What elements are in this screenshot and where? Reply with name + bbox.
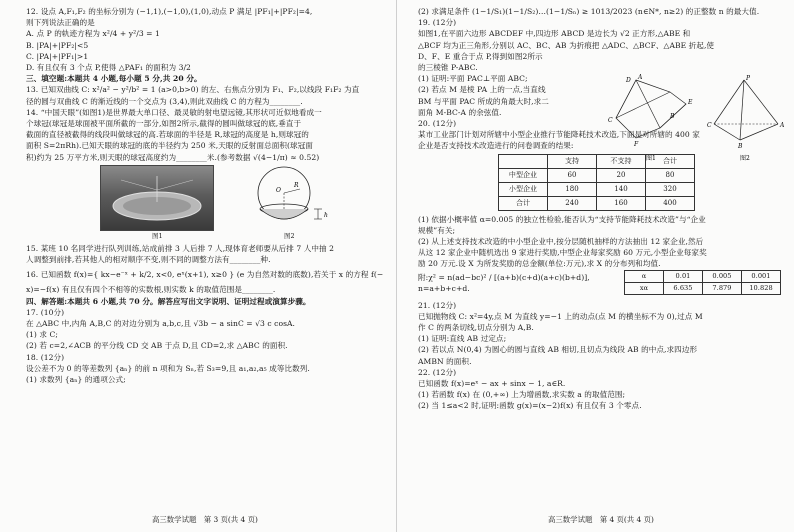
fig2-point-a: A <box>780 122 785 129</box>
q17-header: 17. (10分) <box>26 307 65 317</box>
critical-value-table <box>624 270 781 295</box>
q19-part-2-line-2: BM 与平面 PAC 所成的角最大时,求二 <box>418 96 549 106</box>
fig1-point-f: F <box>634 141 639 148</box>
q20-part-2-line-3: 励 20 万元.设 X 为所发奖励的总金额(单位:万元),求 X 的分布列和均值. <box>418 259 661 269</box>
fig1-point-e: E <box>688 99 693 106</box>
table-cell: 10.828 <box>742 282 781 294</box>
q15-line-2: 人调整到前排,若其他人的相对顺序不变,则不同的调整方法有________种. <box>26 255 271 265</box>
q19-line-1: 如图1,在平面六边形 ABCDEF 中,四边形 ABCD 是边长为 √2 正方形,△ABE 和 <box>418 29 691 39</box>
svg-text:h: h <box>324 211 328 219</box>
table-cell: 合计 <box>499 196 548 210</box>
fig2-point-p: P <box>746 75 751 82</box>
q22-part-2: (2) 当 1≤a<2 时,证明:函数 g(x)=(x−2)f(x) 有且仅有 3 个零点. <box>418 401 642 411</box>
table-cell: 80 <box>646 168 695 182</box>
table-cell: 180 <box>548 182 597 196</box>
q20-part-1-line-2: 规模”有关; <box>418 225 456 235</box>
table-cell: 6.635 <box>664 282 703 294</box>
fig1-point-b: B <box>670 113 675 120</box>
table-cell: 400 <box>646 196 695 210</box>
q18-line-1: 设公差不为 0 的等差数列 {aₙ} 的前 n 项和为 Sₙ,若 S₃=9,且 a₁,a₂,a₅ 成等比数列. <box>26 363 310 373</box>
q15-line-1: 15. 某班 10 名同学进行队列训练,站成前排 3 人后排 7 人,现体育老师要从后排 7 人中抽 2 <box>26 243 335 253</box>
q19-line-3: D、F、E 重合于点 P,得到如图2所示 <box>418 51 543 61</box>
q22-line-1: 已知函数 f(x)=eˣ − ax + sinx − 1, a∈R. <box>418 379 566 389</box>
q21-line-2: 作 C 的两条切线,切点分别为 A,B. <box>418 323 534 333</box>
q19-part-2-line-3: 面角 M-BC-A 的余弦值. <box>418 107 502 117</box>
fig1-point-c: C <box>608 117 613 124</box>
table-cell: 0.01 <box>664 270 703 282</box>
right-page-footer: 高三数学试题 第 4 页(共 4 页) <box>548 515 654 524</box>
svg-text:R: R <box>294 181 299 189</box>
table-cell: α <box>625 270 664 282</box>
q14-figures <box>26 165 388 241</box>
chi-formula-text: 附:χ² = n(ad−bc)² / [(a+b)(c+d)(a+c)(b+d)], <box>418 272 590 282</box>
q19-header: 19. (12分) <box>418 18 457 28</box>
left-page-footer: 高三数学试题 第 3 页(共 4 页) <box>152 515 258 524</box>
q18-part-1: (1) 求数列 {aₙ} 的通项公式; <box>26 375 126 385</box>
q14-line-4: 面积 S=2πRh).已知天眼的球冠的底的半径约为 250 米,天眼的反射面总面积(球冠面 <box>26 141 313 151</box>
table-cell: 0.001 <box>742 270 781 282</box>
q14-line-3: 截面的直径被截得的线段叫做球冠的高.若球面的半径是 R,球冠的高度是 h,则球冠的 <box>26 130 309 140</box>
table-cell: 0.005 <box>703 270 742 282</box>
table-cell: 合计 <box>646 154 695 168</box>
chi-n-text: n=a+b+c+d. <box>418 283 470 293</box>
q16-line-2: x)=−f(x) 有且仅有四个不相等的实数根,则实数 k 的取值范围是________. <box>26 285 276 295</box>
table-cell: 240 <box>548 196 597 210</box>
q12-line-1: 12. 设点 A,F₁,F₂ 的坐标分别为 (−1,1),(−1,0),(1,0),动点 P 满足 |PF₁|+|PF₂|=4, <box>26 7 313 16</box>
q21-header: 21. (12分) <box>418 300 457 310</box>
q21-part-2-line-1: (2) 若以点 N(0,4) 为圆心的圆与直线 AB 相切,且切点为线段 AB 的中点,求四边形 <box>418 345 698 355</box>
chi-square-reference <box>418 270 778 300</box>
spherical-cap-diagram <box>240 165 340 231</box>
table-row <box>625 270 781 282</box>
table-cell: 7.879 <box>703 282 742 294</box>
q14-line-2: 个球冠(球冠是球面被平面所截的一部分,如图2所示,截得的圆叫做球冠的底,垂直于 <box>26 119 302 129</box>
table-cell: xα <box>625 282 664 294</box>
q13-line-1: 13. 已知双曲线 C: x²/a² − y²/b² = 1 (a>0,b>0) 的左、右焦点分别为 F₁、F₂,以线段 F₁F₂ 为直 <box>26 85 360 95</box>
q22-part-1: (1) 若函数 f(x) 在 (0,+∞) 上为增函数,求实数 a 的取值范围; <box>418 390 626 400</box>
tianyan-dish-image <box>101 166 213 230</box>
q19-fig2-caption: 图2 <box>740 155 750 162</box>
table-cell: 支持 <box>548 154 597 168</box>
q19-fig1-caption: 图1 <box>646 155 656 162</box>
fig1-point-d: D <box>626 77 631 84</box>
q21-line-1: 已知抛物线 C: x²=4y,点 M 为直线 y=−1 上的动点(点 M 的横坐标不为 0),过点 M <box>418 311 703 321</box>
q20-line-2: 企业是否支持技术改造进行的问卷调查的结果: <box>418 141 574 151</box>
svg-text:O: O <box>276 186 281 194</box>
q17-line-1: 在 △ABC 中,内角 A,B,C 的对边分别为 a,b,c,且 √3b − a sinC = √3 c cosA. <box>26 319 296 329</box>
table-cell: 中型企业 <box>499 168 548 182</box>
q12-option-b: B. |PA|+|PF₂|<5 <box>26 40 89 50</box>
table-cell: 不支持 <box>597 154 646 168</box>
q19-figures <box>608 72 786 164</box>
table-row <box>499 196 695 210</box>
q14-line-5: 积)约为 25 万平方米,则天眼的球冠高度约为________米.(参考数据 √(4−1/π) ≈ 0.52) <box>26 152 320 162</box>
q21-part-1: (1) 证明:直线 AB 过定点; <box>418 334 507 344</box>
table-cell: 140 <box>597 182 646 196</box>
q19-part-2-line-1: (2) 若点 M 是棱 PA 上的一点,当直线 <box>418 85 546 95</box>
table-row <box>625 282 781 294</box>
table-row <box>499 168 695 182</box>
section-answer-title: 四、解答题:本题共 6 小题,共 70 分。解答应写出文字说明、证明过程或演算步骤。 <box>26 296 311 306</box>
q19-part-1: (1) 证明:平面 PAC⊥平面 ABC; <box>418 74 528 84</box>
q19-line-2: △BCF 均为正三角形,分别以 AC、BC、AB 为折痕把 △ADC、△BCF、△ABE 折起,使 <box>418 40 715 50</box>
table-cell: 320 <box>646 182 695 196</box>
page-divider <box>396 0 397 532</box>
q17-part-1: (1) 求 C; <box>26 330 58 340</box>
table-cell: 20 <box>597 168 646 182</box>
fig1-point-a: A <box>638 74 643 81</box>
q19-line-4: 的三棱锥 P-ABC. <box>418 63 478 73</box>
section-fill-in-title: 三、填空题:本题共 4 小题,每小题 5 分,共 20 分。 <box>26 74 202 84</box>
fig2-caption: 图2 <box>284 231 295 240</box>
fig1-caption: 图1 <box>152 231 163 240</box>
hexagon-and-pyramid-diagrams <box>608 72 786 164</box>
q17-part-2: (2) 若 c=2,∠ACB 的平分线 CD 交 AB 于点 D,且 CD=2,求 △ABC 的面积. <box>26 341 288 351</box>
q20-part-2-line-2: 从这 12 家企业中随机选出 9 家进行奖励,中型企业每家奖励 60 万元,小型企业每家奖 <box>418 248 707 258</box>
q16-line-1: 16. 已知函数 f(x)={ kx−e⁻ˣ + k/2, x<0, eˣ(x+1), x≥0 } (e 为自然对数的底数),若关于 x 的方程 f(− <box>26 270 384 280</box>
q12-line-2: 则下列说法正确的是 <box>26 18 95 28</box>
chi-square-formula <box>418 272 590 294</box>
q14-line-1: 14. “中国天眼”(如图1)是世界最大单口径、最灵敏的射电望远镜,其形状可近似地看成一 <box>26 107 322 117</box>
q12-option-c: C. |PA|+|PF₁|>1 <box>26 51 89 61</box>
tianyan-photo <box>100 165 214 231</box>
table-cell: 160 <box>597 196 646 210</box>
q20-part-1-line-1: (1) 依据小概率值 α=0.005 的独立性检验,能否认为“支持节能降耗技术改造”与“企业 <box>418 214 706 224</box>
q20-part-2-line-1: (2) 从上述支持技术改造的中小型企业中,按分层随机抽样的方法抽出 12 家企业,然后 <box>418 237 704 247</box>
q18-part-2: (2) 求满足条件 (1−1/S₁)(1−1/S₂)…(1−1/Sₙ) ≥ 1013/2023 (n∈N*, n≥2) 的正整数 n 的最大值. <box>418 7 760 16</box>
q20-header: 20. (12分) <box>418 119 457 129</box>
q21-part-2-line-2: AMBN 的面积. <box>418 356 472 366</box>
table-cell: 60 <box>548 168 597 182</box>
q18-header: 18. (12分) <box>26 352 65 362</box>
q22-header: 22. (12分) <box>418 367 457 377</box>
fig2-point-c: C <box>707 122 712 129</box>
q12-option-d: D. 有且仅有 3 个点 P,使得 △PAF₁ 的面积为 3/2 <box>26 63 191 73</box>
table-cell: 小型企业 <box>499 182 548 196</box>
left-page <box>26 6 388 385</box>
table-row <box>499 182 695 196</box>
table-cell <box>499 154 548 168</box>
q20-line-1: 某市工业部门计划对所辖中小型企业推行节能降耗技术改造,下面是对所辖的 400 家 <box>418 130 700 140</box>
q12-option-a: A. 点 P 的轨迹方程为 x²/4 + y²/3 = 1 <box>26 29 160 39</box>
q13-line-2: 径的圆与双曲线 C 的渐近线的一个交点为 (3,4),则此双曲线 C 的方程为________. <box>26 96 303 106</box>
right-page <box>418 6 778 412</box>
fig2-point-b: B <box>738 143 743 150</box>
